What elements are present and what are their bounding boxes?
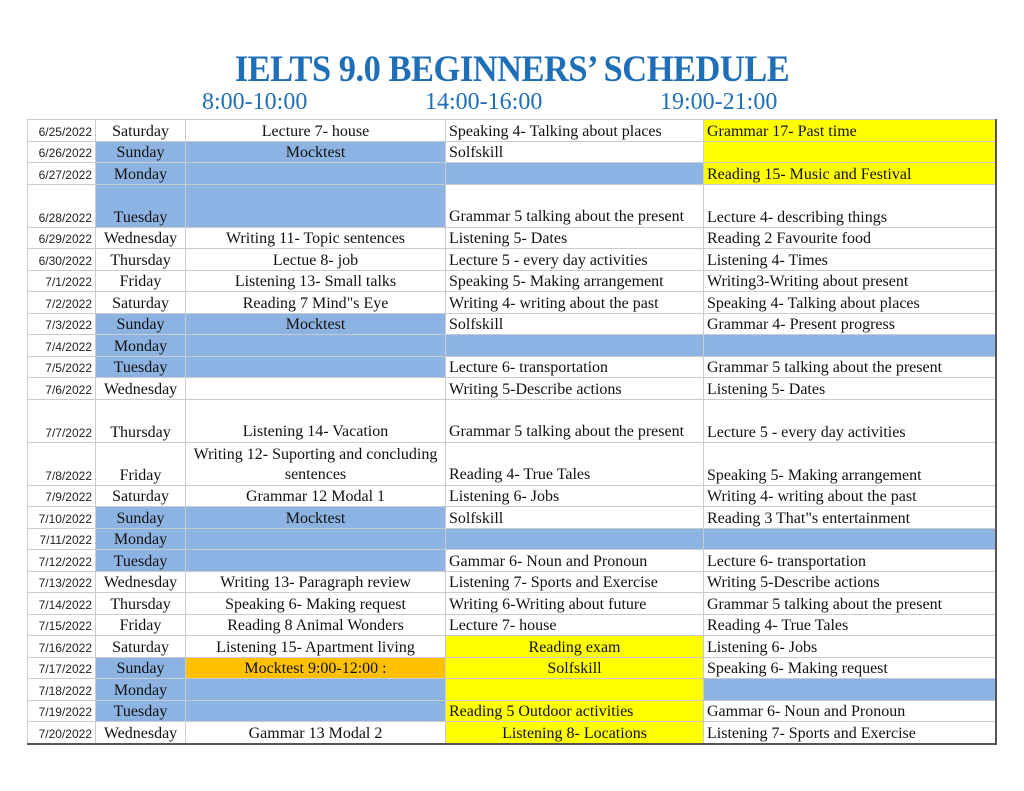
slot-morning-cell — [186, 700, 446, 722]
slot-afternoon-cell: Solfskill — [446, 313, 704, 335]
slot-evening-cell: Grammar 17- Past time — [704, 120, 996, 142]
date-cell: 7/17/2022 — [28, 657, 96, 679]
slot-afternoon-cell: Lecture 7- house — [446, 614, 704, 636]
slot-morning-cell: Mocktest 9:00-12:00 : — [186, 657, 446, 679]
slot-afternoon-cell: Listening 5- Dates — [446, 227, 704, 249]
slot-afternoon-cell: Solfskill — [446, 657, 704, 679]
slot-morning-cell: Speaking 6- Making request — [186, 593, 446, 615]
date-cell: 7/11/2022 — [28, 528, 96, 550]
slot-afternoon-cell — [446, 163, 704, 185]
date-cell: 7/8/2022 — [28, 442, 96, 485]
date-cell: 7/16/2022 — [28, 636, 96, 658]
slot-morning-cell: Lecture 7- house — [186, 120, 446, 142]
day-cell: Monday — [96, 163, 186, 185]
table-row — [28, 120, 996, 142]
slot-evening-cell: Reading 15- Music and Festival — [704, 163, 996, 185]
day-cell: Tuesday — [96, 700, 186, 722]
table-row — [28, 378, 996, 400]
slot-evening-cell: Grammar 4- Present progress — [704, 313, 996, 335]
slot-afternoon-cell: Listening 7- Sports and Exercise — [446, 571, 704, 593]
slot-afternoon-cell: Grammar 5 talking about the present — [446, 184, 704, 227]
slot-evening-cell: Speaking 5- Making arrangement — [704, 442, 996, 485]
table-row — [28, 528, 996, 550]
day-cell: Monday — [96, 528, 186, 550]
slot-afternoon-cell: Reading 4- True Tales — [446, 442, 704, 485]
table-row — [28, 313, 996, 335]
table-row — [28, 550, 996, 572]
slot-morning-cell: Mocktest — [186, 141, 446, 163]
slot-morning-cell — [186, 163, 446, 185]
date-cell: 7/19/2022 — [28, 700, 96, 722]
slot-evening-cell: Listening 7- Sports and Exercise — [704, 722, 996, 744]
slot-morning-cell: Lectue 8- job — [186, 249, 446, 271]
table-row — [28, 507, 996, 529]
slot-morning-cell — [186, 550, 446, 572]
slot-morning-cell — [186, 528, 446, 550]
slot-evening-cell: Reading 3 That"s entertainment — [704, 507, 996, 529]
slot-morning-cell: Listening 14- Vacation — [186, 399, 446, 442]
date-cell: 6/29/2022 — [28, 227, 96, 249]
date-cell: 7/1/2022 — [28, 270, 96, 292]
slot-afternoon-cell: Reading 5 Outdoor activities — [446, 700, 704, 722]
table-row — [28, 227, 996, 249]
slot-afternoon-cell: Writing 6-Writing about future — [446, 593, 704, 615]
day-cell: Saturday — [96, 485, 186, 507]
slot-evening-cell: Listening 6- Jobs — [704, 636, 996, 658]
table-row — [28, 614, 996, 636]
time-slot-afternoon: 14:00-16:00 — [425, 89, 543, 115]
slot-afternoon-cell: Speaking 5- Making arrangement — [446, 270, 704, 292]
day-cell: Friday — [96, 614, 186, 636]
day-cell: Friday — [96, 442, 186, 485]
table-row — [28, 679, 996, 701]
table-row — [28, 270, 996, 292]
date-cell: 6/28/2022 — [28, 184, 96, 227]
table-row — [28, 141, 996, 163]
slot-morning-cell: Writing 13- Paragraph review — [186, 571, 446, 593]
day-cell: Thursday — [96, 249, 186, 271]
slot-morning-cell — [186, 378, 446, 400]
date-cell: 7/20/2022 — [28, 722, 96, 744]
day-cell: Sunday — [96, 141, 186, 163]
slot-evening-cell: Lecture 4- describing things — [704, 184, 996, 227]
slot-afternoon-cell — [446, 528, 704, 550]
table-row — [28, 399, 996, 442]
day-cell: Sunday — [96, 313, 186, 335]
table-row — [28, 163, 996, 185]
table-row — [28, 485, 996, 507]
slot-afternoon-cell: Listening 6- Jobs — [446, 485, 704, 507]
slot-morning-cell: Listening 13- Small talks — [186, 270, 446, 292]
slot-morning-cell: Writing 12- Suporting and concluding sentences — [186, 442, 446, 485]
slot-evening-cell: Speaking 6- Making request — [704, 657, 996, 679]
slot-evening-cell: Lecture 6- transportation — [704, 550, 996, 572]
slot-evening-cell: Writing3-Writing about present — [704, 270, 996, 292]
slot-afternoon-cell: Listening 8- Locations — [446, 722, 704, 744]
date-cell: 7/4/2022 — [28, 335, 96, 357]
schedule-table — [27, 119, 997, 745]
slot-morning-cell — [186, 335, 446, 357]
slot-evening-cell — [704, 528, 996, 550]
slot-morning-cell: Mocktest — [186, 313, 446, 335]
slot-morning-cell: Gammar 13 Modal 2 — [186, 722, 446, 744]
slot-afternoon-cell: Reading exam — [446, 636, 704, 658]
slot-evening-cell: Reading 2 Favourite food — [704, 227, 996, 249]
slot-afternoon-cell — [446, 335, 704, 357]
date-cell: 7/6/2022 — [28, 378, 96, 400]
slot-evening-cell — [704, 141, 996, 163]
date-cell: 6/26/2022 — [28, 141, 96, 163]
table-row — [28, 184, 996, 227]
table-row — [28, 700, 996, 722]
date-cell: 7/3/2022 — [28, 313, 96, 335]
table-row — [28, 722, 996, 744]
date-cell: 7/12/2022 — [28, 550, 96, 572]
slot-evening-cell: Grammar 5 talking about the present — [704, 356, 996, 378]
slot-morning-cell: Listening 15- Apartment living — [186, 636, 446, 658]
schedule-body — [28, 120, 996, 744]
day-cell: Wednesday — [96, 722, 186, 744]
slot-evening-cell: Lecture 5 - every day activities — [704, 399, 996, 442]
day-cell: Saturday — [96, 636, 186, 658]
time-slot-morning: 8:00-10:00 — [202, 89, 308, 115]
slot-afternoon-cell: Grammar 5 talking about the present — [446, 399, 704, 442]
table-row — [28, 657, 996, 679]
time-slot-header — [0, 89, 1024, 119]
day-cell: Monday — [96, 679, 186, 701]
date-cell: 6/27/2022 — [28, 163, 96, 185]
day-cell: Sunday — [96, 507, 186, 529]
slot-morning-cell — [186, 356, 446, 378]
day-cell: Friday — [96, 270, 186, 292]
slot-afternoon-cell: Writing 5-Describe actions — [446, 378, 704, 400]
slot-afternoon-cell: Lecture 5 - every day activities — [446, 249, 704, 271]
day-cell: Tuesday — [96, 550, 186, 572]
day-cell: Wednesday — [96, 378, 186, 400]
date-cell: 7/18/2022 — [28, 679, 96, 701]
date-cell: 7/13/2022 — [28, 571, 96, 593]
page-title: IELTS 9.0 BEGINNERS’ SCHEDULE — [234, 49, 790, 90]
date-cell: 7/7/2022 — [28, 399, 96, 442]
day-cell: Wednesday — [96, 227, 186, 249]
day-cell: Sunday — [96, 657, 186, 679]
day-cell: Saturday — [96, 292, 186, 314]
slot-afternoon-cell: Lecture 6- transportation — [446, 356, 704, 378]
table-row — [28, 249, 996, 271]
date-cell: 6/30/2022 — [28, 249, 96, 271]
slot-evening-cell: Gammar 6- Noun and Pronoun — [704, 700, 996, 722]
table-row — [28, 636, 996, 658]
date-cell: 7/14/2022 — [28, 593, 96, 615]
day-cell: Tuesday — [96, 184, 186, 227]
slot-evening-cell: Writing 4- writing about the past — [704, 485, 996, 507]
slot-morning-cell — [186, 679, 446, 701]
day-cell: Saturday — [96, 120, 186, 142]
slot-evening-cell: Listening 5- Dates — [704, 378, 996, 400]
time-slot-evening: 19:00-21:00 — [660, 89, 778, 115]
slot-evening-cell — [704, 335, 996, 357]
date-cell: 6/25/2022 — [28, 120, 96, 142]
date-cell: 7/15/2022 — [28, 614, 96, 636]
slot-afternoon-cell: Speaking 4- Talking about places — [446, 120, 704, 142]
slot-afternoon-cell: Solfskill — [446, 141, 704, 163]
date-cell: 7/9/2022 — [28, 485, 96, 507]
day-cell: Thursday — [96, 399, 186, 442]
date-cell: 7/2/2022 — [28, 292, 96, 314]
slot-morning-cell: Grammar 12 Modal 1 — [186, 485, 446, 507]
slot-afternoon-cell: Solfskill — [446, 507, 704, 529]
slot-morning-cell — [186, 184, 446, 227]
table-row — [28, 442, 996, 485]
slot-morning-cell: Writing 11- Topic sentences — [186, 227, 446, 249]
slot-afternoon-cell — [446, 679, 704, 701]
date-cell: 7/10/2022 — [28, 507, 96, 529]
table-row — [28, 335, 996, 357]
slot-evening-cell: Listening 4- Times — [704, 249, 996, 271]
slot-afternoon-cell: Gammar 6- Noun and Pronoun — [446, 550, 704, 572]
table-row — [28, 356, 996, 378]
table-row — [28, 593, 996, 615]
day-cell: Monday — [96, 335, 186, 357]
slot-evening-cell: Grammar 5 talking about the present — [704, 593, 996, 615]
slot-evening-cell — [704, 679, 996, 701]
slot-morning-cell: Reading 8 Animal Wonders — [186, 614, 446, 636]
day-cell: Thursday — [96, 593, 186, 615]
date-cell: 7/5/2022 — [28, 356, 96, 378]
day-cell: Wednesday — [96, 571, 186, 593]
slot-evening-cell: Speaking 4- Talking about places — [704, 292, 996, 314]
slot-evening-cell: Writing 5-Describe actions — [704, 571, 996, 593]
slot-evening-cell: Reading 4- True Tales — [704, 614, 996, 636]
slot-afternoon-cell: Writing 4- writing about the past — [446, 292, 704, 314]
slot-morning-cell: Mocktest — [186, 507, 446, 529]
table-row — [28, 571, 996, 593]
slot-morning-cell: Reading 7 Mind"s Eye — [186, 292, 446, 314]
day-cell: Tuesday — [96, 356, 186, 378]
table-row — [28, 292, 996, 314]
